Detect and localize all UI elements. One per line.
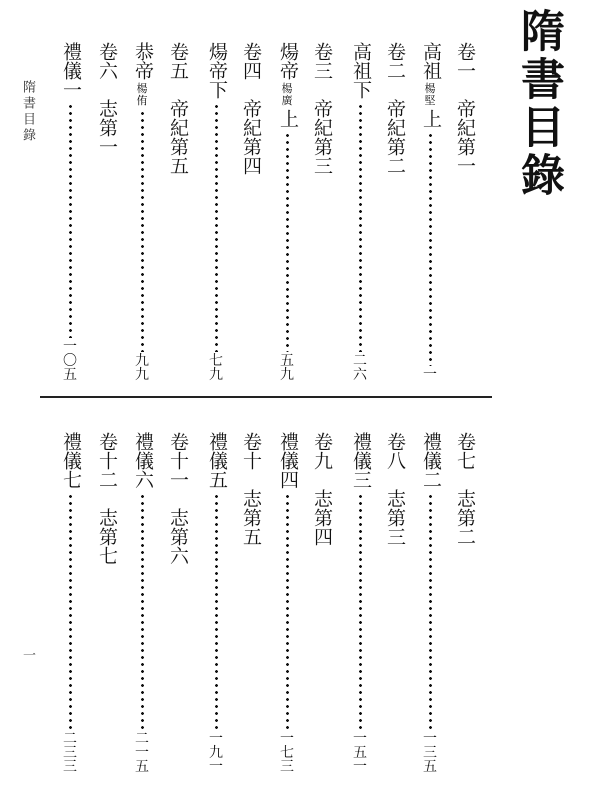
- book-title: 隋書目錄: [513, 8, 564, 200]
- chapter-heading: [450, 432, 478, 546]
- toc-entry: [416, 432, 444, 774]
- entry-title: 禮儀六: [131, 432, 154, 489]
- dot-leader: [286, 493, 289, 730]
- chapter-heading: [307, 432, 335, 546]
- chapter-title: 卷三 帝紀第三: [310, 42, 333, 175]
- chapter-title: 卷四 帝紀第四: [239, 42, 262, 175]
- page-number: 二 六: [353, 353, 367, 383]
- chapter-heading: [380, 42, 408, 175]
- toc-entry: [346, 432, 374, 774]
- dot-leader: [429, 493, 432, 730]
- dot-leader: [215, 103, 218, 352]
- toc-entry: [273, 432, 301, 774]
- chapter-title: 卷七 志第二: [453, 432, 476, 546]
- page-number: 九 九: [135, 353, 149, 383]
- entry-part: 上: [419, 109, 442, 129]
- dot-leader: [69, 103, 72, 338]
- page-number: 一 九 一: [209, 731, 223, 775]
- chapter-title: 卷六 志第一: [95, 42, 118, 156]
- dot-leader: [141, 110, 144, 352]
- entry-title: 禮儀五: [205, 432, 228, 489]
- chapter-heading: [307, 42, 335, 175]
- entry-title: 禮儀二: [419, 432, 442, 489]
- chapter-title: 卷八 志第三: [383, 432, 406, 546]
- entry-title: 高祖: [419, 42, 442, 80]
- toc-entry: [202, 42, 230, 382]
- ruler-name-note: 楊 侑: [136, 82, 148, 107]
- entry-part: 上: [276, 109, 299, 129]
- chapter-heading: [236, 432, 264, 546]
- toc-entry: [416, 42, 444, 382]
- chapter-heading: [92, 42, 120, 156]
- chapter-heading: [163, 432, 191, 565]
- section-divider: [40, 396, 492, 398]
- chapter-heading: [92, 432, 120, 565]
- page-number: 一 七 三: [280, 731, 294, 775]
- entry-title: 禮儀七: [59, 432, 82, 489]
- page-number: 七 九: [209, 353, 223, 383]
- entry-title: 禮儀三: [349, 432, 372, 489]
- chapter-title: 卷十一 志第六: [166, 432, 189, 565]
- entry-title: 禮儀一: [59, 42, 82, 99]
- ruler-name-note: 楊 堅: [424, 82, 436, 107]
- chapter-title: 卷一 帝紀第一: [453, 42, 476, 175]
- ruler-name-note: 楊 廣: [281, 82, 293, 107]
- toc-entry: [56, 42, 84, 382]
- chapter-heading: [450, 42, 478, 175]
- chapter-heading: [236, 42, 264, 175]
- toc-entry: [273, 42, 301, 382]
- entry-title: 高祖下: [349, 42, 372, 99]
- dot-leader: [286, 132, 289, 352]
- page-number: 一 三 五: [423, 731, 437, 775]
- entry-title: 煬帝下: [205, 42, 228, 99]
- chapter-title: 卷十 志第五: [239, 432, 262, 546]
- page-number: 一 五 一: [353, 731, 367, 775]
- toc-entry: [346, 42, 374, 382]
- margin-page-number: 一: [20, 648, 35, 661]
- page-number: 二 三 三: [63, 731, 77, 775]
- dot-leader: [359, 103, 362, 352]
- toc-entry: [128, 42, 156, 382]
- dot-leader: [359, 493, 362, 730]
- chapter-heading: [163, 42, 191, 175]
- dot-leader: [69, 493, 72, 730]
- dot-leader: [141, 493, 144, 730]
- entry-title: 煬帝: [276, 42, 299, 80]
- chapter-heading: [380, 432, 408, 546]
- toc-entry: [202, 432, 230, 774]
- toc-entry: [128, 432, 156, 774]
- entry-title: 恭帝: [131, 42, 154, 80]
- chapter-title: 卷五 帝紀第五: [166, 42, 189, 175]
- toc-entry: [56, 432, 84, 774]
- page-number: 五 九: [280, 353, 294, 383]
- page-number: 一 〇 五: [63, 339, 77, 383]
- chapter-title: 卷九 志第四: [310, 432, 333, 546]
- dot-leader: [215, 493, 218, 730]
- dot-leader: [429, 132, 432, 366]
- page-number: 一: [423, 367, 437, 383]
- chapter-title: 卷十二 志第七: [95, 432, 118, 565]
- entry-title: 禮儀四: [276, 432, 299, 489]
- margin-label: 隋書目錄: [20, 80, 35, 144]
- chapter-title: 卷二 帝紀第二: [383, 42, 406, 175]
- page-number: 二 一 五: [135, 731, 149, 775]
